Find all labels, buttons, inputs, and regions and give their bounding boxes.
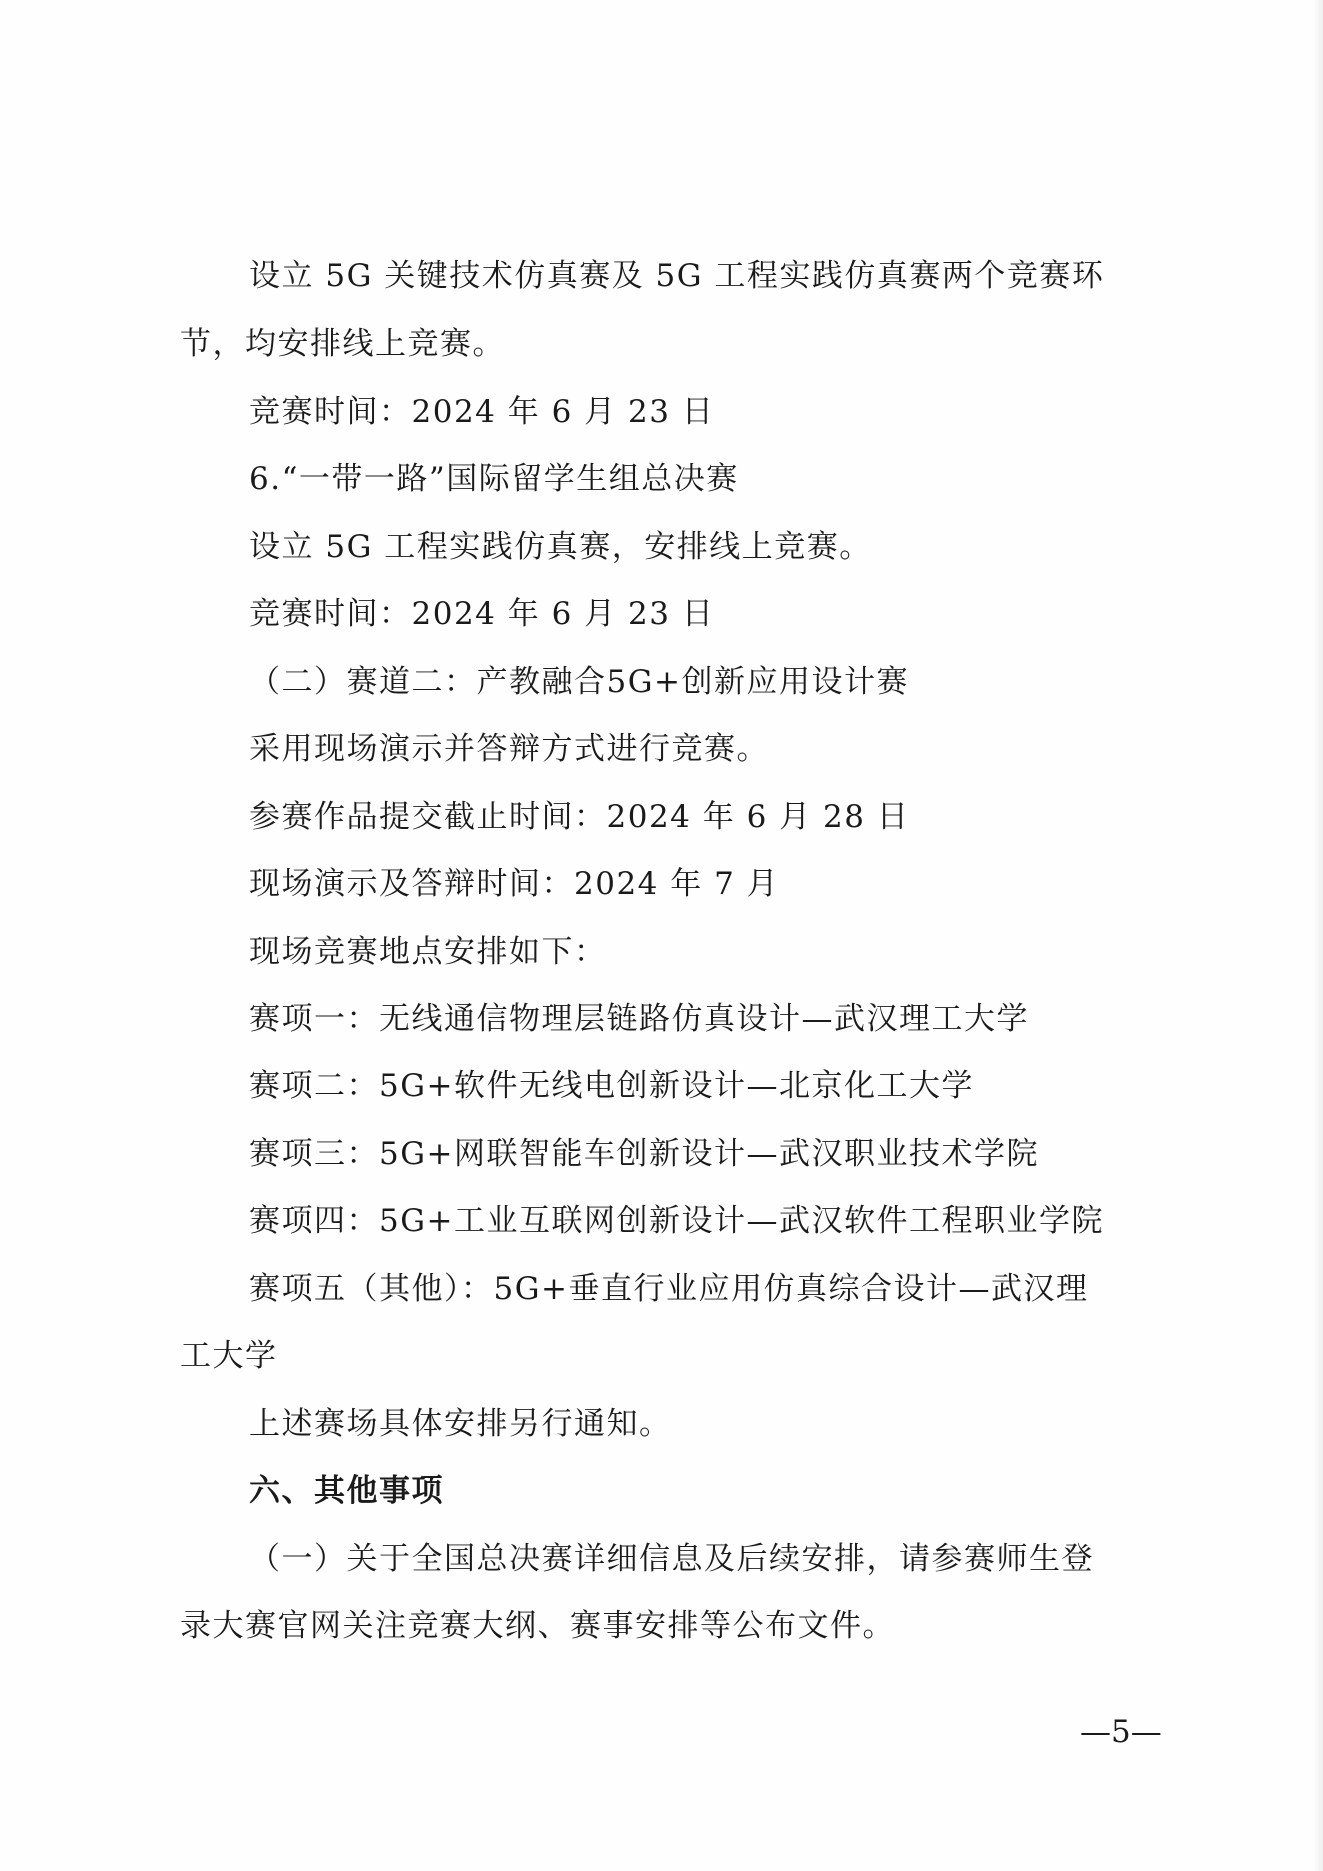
page-edge: [1313, 0, 1323, 1871]
section-heading-belt-road: 6.“一带一路”国际留学生组总决赛: [249, 461, 739, 497]
event-item-5: 赛项五（其他）：5G+垂直行业应用仿真综合设计—武汉理: [249, 1271, 1089, 1307]
paragraph-line-5: 设立 5G 工程实践仿真赛，安排线上竞赛。: [249, 529, 872, 565]
event-item-1: 赛项一：无线通信物理层链路仿真设计—武汉理工大学: [249, 1001, 1029, 1037]
track-two-heading: （二）赛道二：产教融合5G+创新应用设计赛: [249, 664, 909, 700]
event-item-2: 赛项二：5G+软件无线电创新设计—北京化工大学: [249, 1068, 974, 1104]
defense-time-line: 现场演示及答辩时间：2024 年 7 月: [249, 866, 780, 902]
competition-time-line-2: 竞赛时间：2024 年 6 月 23 日: [249, 596, 715, 632]
paragraph-line-8: 采用现场演示并答辩方式进行竞赛。: [249, 731, 769, 767]
event-item-5-continued: 工大学: [180, 1338, 278, 1374]
paragraph-line-21: 录大赛官网关注竞赛大纲、赛事安排等公布文件。: [180, 1608, 895, 1644]
event-item-3: 赛项三：5G+网联智能车创新设计—武汉职业技术学院: [249, 1136, 1039, 1172]
paragraph-line-2: 节，均安排线上竞赛。: [180, 326, 505, 362]
paragraph-line-20: （一）关于全国总决赛详细信息及后续安排，请参赛师生登: [249, 1541, 1094, 1577]
venue-intro-line: 现场竞赛地点安排如下：: [249, 934, 607, 970]
section-heading-other-matters: 六、其他事项: [249, 1473, 444, 1509]
venue-note-line: 上述赛场具体安排另行通知。: [249, 1406, 672, 1442]
submission-deadline-line: 参赛作品提交截止时间：2024 年 6 月 28 日: [249, 799, 910, 835]
page-number: —5—: [1080, 1714, 1162, 1750]
event-item-4: 赛项四：5G+工业互联网创新设计—武汉软件工程职业学院: [249, 1203, 1104, 1239]
paragraph-line-1: 设立 5G 关键技术仿真赛及 5G 工程实践仿真赛两个竞赛环: [249, 258, 1105, 294]
competition-time-line: 竞赛时间：2024 年 6 月 23 日: [249, 394, 715, 430]
